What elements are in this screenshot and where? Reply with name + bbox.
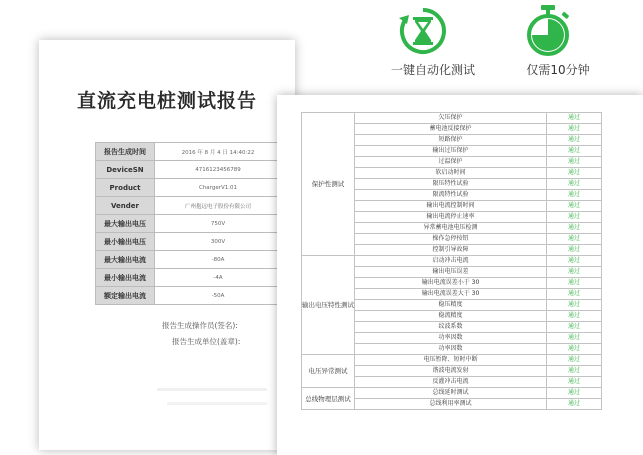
test-result: 通过 bbox=[547, 333, 602, 344]
report-title: 直流充电桩测试报告 bbox=[76, 90, 257, 112]
test-result: 通过 bbox=[547, 157, 602, 168]
test-item-name: 异常蓄电池电压检测 bbox=[355, 223, 547, 234]
test-row bbox=[302, 256, 602, 267]
test-item-name: 功率因数 bbox=[355, 344, 547, 355]
test-category: 输出电压特性测试 bbox=[302, 256, 355, 355]
test-item-name: 控制引导故障 bbox=[355, 245, 547, 256]
test-result: 通过 bbox=[547, 278, 602, 289]
test-item-name: 输出电压误差 bbox=[355, 267, 547, 278]
faded-footer-line bbox=[157, 388, 267, 391]
report-info-row bbox=[96, 179, 282, 197]
test-item-name: 纹波系数 bbox=[355, 322, 547, 333]
report-info-value: 300V bbox=[155, 233, 282, 251]
test-result: 通过 bbox=[547, 300, 602, 311]
unit-seal-label: 报告生成单位(盖章): bbox=[172, 337, 241, 346]
test-result: 通过 bbox=[547, 135, 602, 146]
operator-signature-label: 报告生成操作员(签名): bbox=[162, 321, 238, 330]
test-category: 电压异常测试 bbox=[302, 355, 355, 388]
test-item-name: 输出电流误差小于 30 bbox=[355, 278, 547, 289]
report-info-value: ChargerV1.01 bbox=[155, 179, 282, 197]
test-result: 通过 bbox=[547, 124, 602, 135]
test-item-name: 过温保护 bbox=[355, 157, 547, 168]
test-result: 通过 bbox=[547, 168, 602, 179]
report-info-row bbox=[96, 287, 282, 305]
report-info-key: 最大输出电流 bbox=[96, 251, 155, 269]
test-row bbox=[302, 355, 602, 366]
test-item-name: 输出电流控制时间 bbox=[355, 201, 547, 212]
test-item-name: 输出电流停止速率 bbox=[355, 212, 547, 223]
feature-ten-minutes bbox=[523, 4, 590, 77]
test-item-name: 蓄电池反接保护 bbox=[355, 124, 547, 135]
report-info-row bbox=[96, 143, 282, 161]
test-item-name: 输出电流误差大于 30 bbox=[355, 289, 547, 300]
test-result: 通过 bbox=[547, 322, 602, 333]
stopwatch-icon bbox=[523, 4, 573, 58]
test-result: 通过 bbox=[547, 344, 602, 355]
test-row bbox=[302, 113, 602, 124]
report-info-value: -80A bbox=[155, 251, 282, 269]
test-item-name: 反灌冲击电流 bbox=[355, 377, 547, 388]
test-result: 通过 bbox=[547, 113, 602, 124]
report-info-row bbox=[96, 269, 282, 287]
report-info-value: -50A bbox=[155, 287, 282, 305]
report-info-table bbox=[95, 142, 282, 305]
report-info-row bbox=[96, 161, 282, 179]
test-item-name: 软启动时间 bbox=[355, 168, 547, 179]
test-item-name: 总线延时测试 bbox=[355, 388, 547, 399]
test-item-name: 总线利用率测试 bbox=[355, 399, 547, 410]
test-results-page bbox=[277, 95, 643, 455]
report-info-key: 最小输出电流 bbox=[96, 269, 155, 287]
test-result: 通过 bbox=[547, 146, 602, 157]
test-result: 通过 bbox=[547, 179, 602, 190]
test-results-table bbox=[301, 112, 602, 410]
feature-label-duration: 仅需10分钟 bbox=[526, 63, 590, 77]
test-result: 通过 bbox=[547, 355, 602, 366]
feature-label-automated: 一键自动化测试 bbox=[390, 63, 475, 77]
test-result: 通过 bbox=[547, 388, 602, 399]
report-info-value: -4A bbox=[155, 269, 282, 287]
test-result: 通过 bbox=[547, 366, 602, 377]
test-item-name: 操作急停按钮 bbox=[355, 234, 547, 245]
report-info-key: 最小输出电压 bbox=[96, 233, 155, 251]
feature-automated-test bbox=[390, 6, 475, 77]
test-item-name: 稳压精度 bbox=[355, 300, 547, 311]
report-info-key: Product bbox=[96, 179, 155, 197]
test-result: 通过 bbox=[547, 256, 602, 267]
report-info-key: 额定输出电流 bbox=[96, 287, 155, 305]
test-item-name: 输出过压保护 bbox=[355, 146, 547, 157]
report-info-row bbox=[96, 233, 282, 251]
test-result: 通过 bbox=[547, 399, 602, 410]
test-result: 通过 bbox=[547, 245, 602, 256]
test-result: 通过 bbox=[547, 223, 602, 234]
report-info-value: 广州抱远电子股份有限公司 bbox=[155, 197, 282, 215]
report-info-key: DeviceSN bbox=[96, 161, 155, 179]
test-result: 通过 bbox=[547, 234, 602, 245]
report-cover-page bbox=[39, 40, 295, 450]
test-result: 通过 bbox=[547, 311, 602, 322]
report-info-value: 2016 年 8 月 4 日 14:40:22 bbox=[155, 143, 282, 161]
test-item-name: 启动冲击电流 bbox=[355, 256, 547, 267]
test-category: 保护性测试 bbox=[302, 113, 355, 256]
test-row bbox=[302, 388, 602, 399]
report-info-key: 报告生成时间 bbox=[96, 143, 155, 161]
test-category: 总线物理层测试 bbox=[302, 388, 355, 410]
test-result: 通过 bbox=[547, 212, 602, 223]
test-item-name: 谐波电流发射 bbox=[355, 366, 547, 377]
test-item-name: 短路保护 bbox=[355, 135, 547, 146]
test-item-name: 电压暂降、短时中断 bbox=[355, 355, 547, 366]
report-info-key: 最大输出电压 bbox=[96, 215, 155, 233]
test-result: 通过 bbox=[547, 289, 602, 300]
report-info-row bbox=[96, 251, 282, 269]
test-item-name: 限流特性试验 bbox=[355, 190, 547, 201]
report-info-key: Vender bbox=[96, 197, 155, 215]
test-item-name: 稳流精度 bbox=[355, 311, 547, 322]
report-info-row bbox=[96, 215, 282, 233]
test-result: 通过 bbox=[547, 190, 602, 201]
faded-footer-line bbox=[167, 402, 267, 405]
test-result: 通过 bbox=[547, 377, 602, 388]
test-result: 通过 bbox=[547, 267, 602, 278]
report-info-value: 4716123456789 bbox=[155, 161, 282, 179]
test-item-name: 功率因数 bbox=[355, 333, 547, 344]
test-item-name: 欠压保护 bbox=[355, 113, 547, 124]
test-result: 通过 bbox=[547, 201, 602, 212]
hourglass-refresh-icon bbox=[398, 6, 448, 56]
report-info-value: 750V bbox=[155, 215, 282, 233]
test-item-name: 限压特性试验 bbox=[355, 179, 547, 190]
report-info-row bbox=[96, 197, 282, 215]
